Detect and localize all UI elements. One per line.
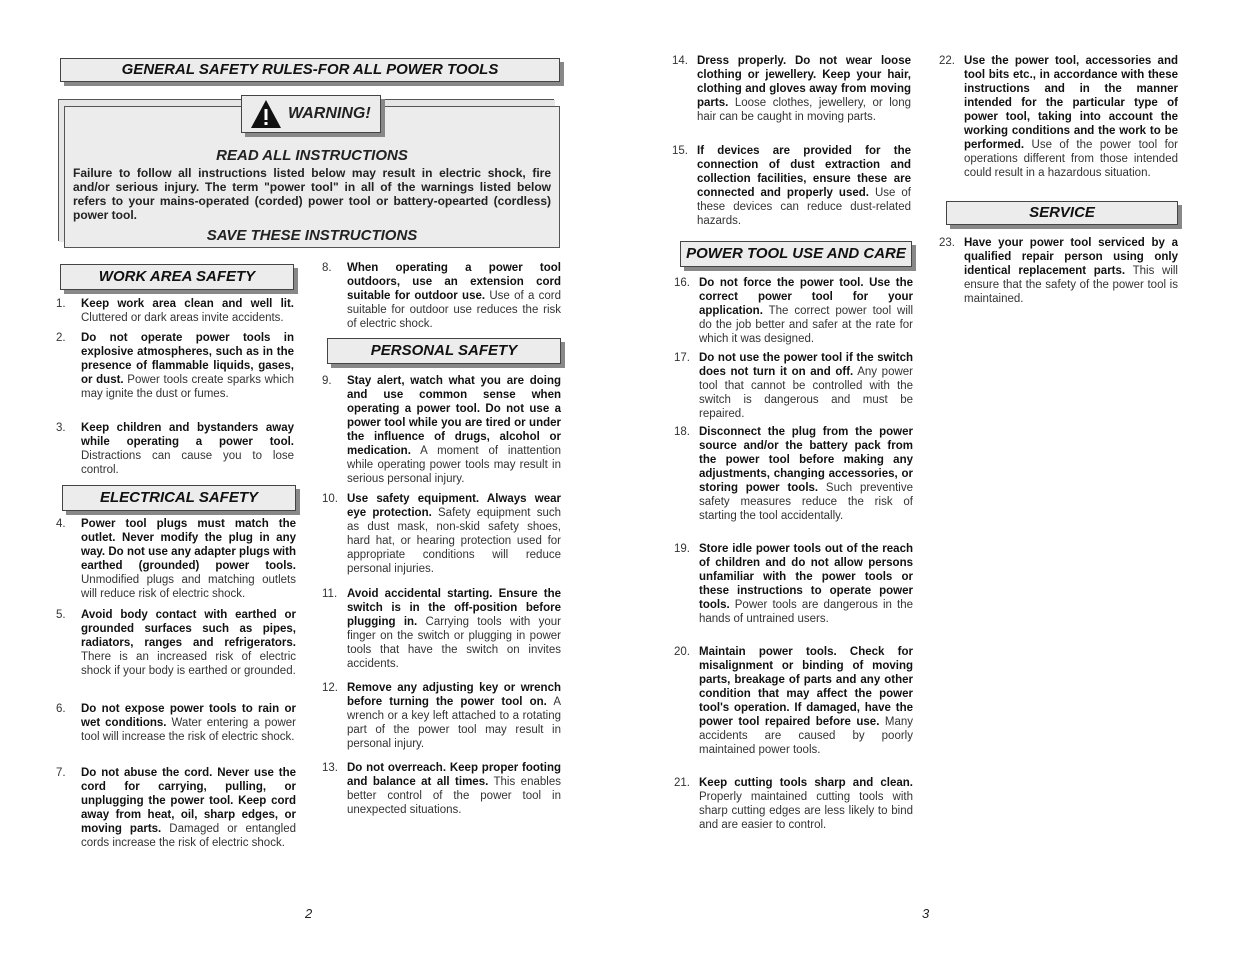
item-heading: Dress properly. Do not wear loose clothing or jewellery. Keep your hair, clothing and gloves away from moving parts. [697,55,911,109]
item-heading: Do not overreach. Keep proper footing and balance at all times. [347,762,561,788]
item-heading: Do not use the power tool if the switch does not turn it on and off. [699,352,913,378]
item-heading: Remove any adjusting key or wrench before turning the power tool on. [347,682,561,708]
item-heading: Use the power tool, accessories and tool bits etc., in accordance with these instructions and in the manner intended for the particular type of power tool, taking into account the working conditions and the work to be performed. [964,55,1178,151]
item-text: Use of a cord suitable for outdoor use reduces the risk of electric shock. [347,290,561,330]
warning-label: WARNING! [288,105,371,122]
item-number: 1. [56,298,66,310]
item-heading: Use safety equipment. Always wear eye protection. [347,493,561,519]
item-number: 12. [322,682,338,694]
item-heading: Do not expose power tools to rain or wet conditions. [81,703,296,729]
item-text: A wrench or a key left attached to a rotating part of the power tool may result in personal injury. [347,696,561,750]
service-header [946,201,1178,225]
item-number: 3. [56,422,66,434]
item-text: Unmodified plugs and matching outlets will reduce risk of electric shock. [81,574,296,600]
item-text: Many accidents are caused by poorly maintained power tools. [699,716,913,756]
item-text: Water entering a power tool will increase the risk of electric shock. [81,717,296,743]
item-text: Carrying tools with your finger on the switch or plugging in power tools that have the switch on invites accidents. [347,616,561,670]
item-heading: Keep children and bystanders away while operating a power tool. [81,422,294,448]
item-heading: Maintain power tools. Check for misalignment or binding of moving parts, breakage of parts and any other condition that may affect the power tool's operation. If damaged, have the power tool repaired before use. [699,646,913,728]
item-number: 10. [322,493,338,505]
item-text: Power tools create sparks which may ignite the dust or fumes. [81,374,294,400]
page-number-left: 2 [305,906,313,921]
item-number: 19. [674,543,690,555]
item-heading: Stay alert, watch what you are doing and use common sense when operating a power tool. Do not use a power tool while you are tired or under the influence of drugs, alcohol or medication. [347,375,561,457]
item-heading: When operating a power tool outdoors, use an extension cord suitable for outdoor use. [347,262,561,302]
power-tool-header [680,241,912,267]
list-item [674,351,913,421]
personal-header [327,338,561,364]
item-heading: Keep work area clean and well lit. [81,298,294,310]
item-heading: If devices are provided for the connection of dust extraction and collection facilities, ensure these are connected and properly used. [697,145,911,199]
save-instructions: SAVE THESE INSTRUCTIONS [206,227,418,244]
list-item [322,492,561,576]
item-heading: Keep cutting tools sharp and clean. [699,777,913,789]
item-number: 15. [672,145,688,157]
list-item [674,276,913,346]
list-item [674,425,913,523]
general-rules-title: GENERAL SAFETY RULES-FOR ALL POWER TOOLS [121,61,499,78]
item-number: 8. [322,262,332,274]
item-number: 4. [56,518,66,530]
warning-body: Failure to follow all instructions listed below may result in electric shock, fire and/or serious injury. The term "power tool" in all of the warnings listed below refers to your mains-operated (corded) power tool or battery-opearted (cordless) power tool. [73,166,551,222]
item-text: Loose clothes, jewellery, or long hair can be caught in moving parts. [697,97,911,123]
item-heading: Do not operate power tools in explosive atmospheres, such as in the presence of flammable liquids, gases, or dust. [81,332,294,386]
item-heading: Power tool plugs must match the outlet. Never modify the plug in any way. Do not use any adapter plugs with earthed (grounded) power tools. [81,518,296,572]
list-item [56,297,294,325]
list-item [322,261,561,331]
item-number: 22. [939,55,955,67]
work-area-header [60,264,294,290]
item-number: 7. [56,767,66,779]
item-text: Distractions can cause you to lose control. [81,450,294,476]
list-item [674,776,913,832]
item-heading: Avoid body contact with earthed or grounded surfaces such as pipes, radiators, ranges and refrigerators. [81,609,296,649]
item-heading: Do not force the power tool. Use the correct power tool for your application. [699,277,913,317]
item-number: 6. [56,703,66,715]
item-number: 5. [56,609,66,621]
warning-icon [250,99,282,129]
item-text: Such preventive safety measures reduce the risk of starting the tool accidentally. [699,482,913,522]
item-number: 11. [322,588,338,600]
warning-badge [241,95,381,133]
item-text: The correct power tool will do the job better and safer at the rate for which it was designed. [699,305,913,345]
list-item [56,608,296,678]
list-item [322,374,562,486]
item-number: 17. [674,352,690,364]
item-text: This will ensure that the safety of the power tool is maintained. [964,265,1178,305]
list-item [322,587,561,671]
item-number: 14. [672,55,688,67]
list-item [56,702,296,744]
list-item [56,766,296,850]
general-rules-header [60,58,560,82]
list-item [322,761,561,817]
item-text: Use of the power tool for operations different from those intended could result in a hazardous situation. [964,139,1178,179]
item-text: Power tools are dangerous in the hands of untrained users. [699,599,913,625]
item-heading: Store idle power tools out of the reach of children and do not allow persons unfamiliar with the power tools or these instructions to operate power tools. [699,543,913,611]
item-number: 13. [322,762,338,774]
electrical-title: ELECTRICAL SAFETY [99,489,259,506]
list-item [672,144,911,228]
electrical-header [62,485,296,511]
item-heading: Avoid accidental starting. Ensure the switch is in the off-position before plugging in. [347,588,561,628]
item-text: Use of these devices can reduce dust-related hazards. [697,187,911,227]
item-number: 23. [939,237,955,249]
item-heading: Do not abuse the cord. Never use the cord for carrying, pulling, or unplugging the power tool. Keep cord away from heat, oil, sharp edges, or moving parts. [81,767,296,835]
item-heading: Disconnect the plug from the power source and/or the battery pack from the power tool before making any adjustments, changing accessories, or storing power tools. [699,426,913,494]
list-item [672,54,911,124]
list-item [56,517,296,601]
item-text: There is an increased risk of electric shock if your body is earthed or grounded. [81,651,296,677]
item-text: Damaged or entangled cords increase the risk of electric shock. [81,823,296,849]
item-heading: Have your power tool serviced by a qualified repair person using only identical replacement parts. [964,237,1178,277]
item-number: 18. [674,426,690,438]
read-all-instructions: READ ALL INSTRUCTIONS [216,147,408,164]
page-number-right: 3 [922,906,930,921]
item-number: 21. [674,777,690,789]
list-item [322,681,561,751]
item-text: Any power tool that cannot be controlled with the switch is dangerous and must be repaired. [699,366,913,420]
list-item [674,645,913,757]
list-item [939,236,1178,306]
list-item [674,542,913,626]
item-text: A moment of inattention while operating power tools may result in serious personal injury. [347,445,562,485]
item-text: This enables better control of the power tool in unexpected situations. [347,776,561,816]
item-text: Properly maintained cutting tools with sharp cutting edges are less likely to bind and are easier to control. [699,791,913,831]
item-number: 16. [674,277,690,289]
list-item [56,331,294,401]
item-text: Safety equipment such as dust mask, non-skid safety shoes, hard hat, or hearing protection used for appropriate conditions will reduce personal injuries. [347,507,561,575]
power-tool-title: POWER TOOL USE AND CARE [686,245,906,262]
item-text: Cluttered or dark areas invite accidents. [81,312,284,324]
service-title: SERVICE [1029,204,1095,221]
item-number: 20. [674,646,690,658]
work-area-title: WORK AREA SAFETY [98,268,256,285]
list-item [939,54,1178,180]
personal-title: PERSONAL SAFETY [370,342,518,359]
item-number: 2. [56,332,66,344]
item-number: 9. [322,375,332,387]
list-item [56,421,294,477]
